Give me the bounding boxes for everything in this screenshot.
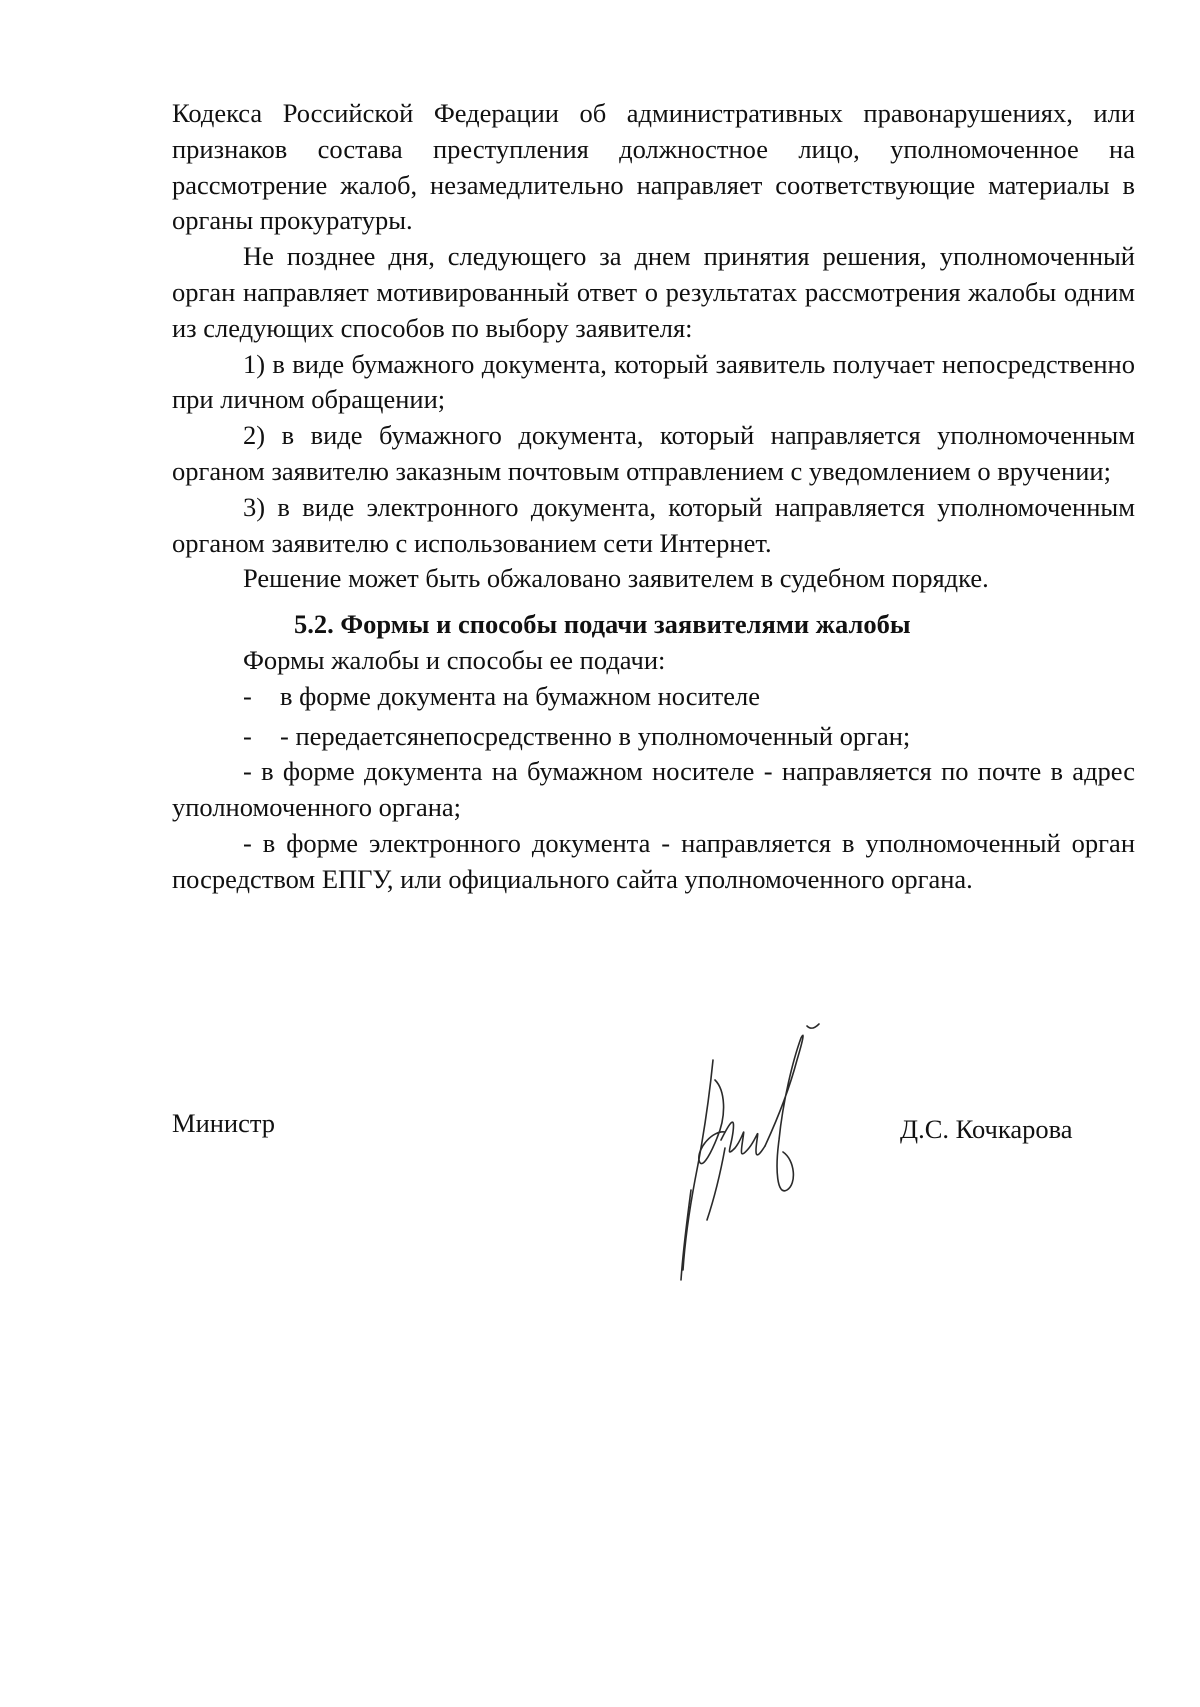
- list-item: [172, 679, 1135, 715]
- spacer: [172, 597, 1135, 601]
- list-item: [172, 719, 1135, 755]
- paragraph-court-appeal: Решение может быть обжаловано заявителем в судебном порядке.: [243, 563, 989, 594]
- list-item-text: в форме документа на бумажном носителе: [280, 680, 760, 711]
- paragraph-option-2: 2) в виде бумажного документа, который направляется уполномоченным органом заявителю заказным почтовым отправлением с уведомлением о вручении;: [172, 420, 1135, 486]
- handwritten-signature: [655, 1020, 835, 1300]
- paragraph-postal-submission: - в форме документа на бумажном носителе - направляется по почте в адрес уполномоченного органа;: [172, 756, 1135, 823]
- signatory-name: Д.С. Кочкарова: [900, 1114, 1073, 1144]
- signatory-title: Министр: [172, 1108, 276, 1138]
- paragraph-option-3: 3) в виде электронного документа, который направляется уполномоченным органом заявителю с использованием сети Интернет.: [172, 491, 1135, 558]
- signature-block: [0, 1105, 1200, 1365]
- section-heading: 5.2. Формы и способы подачи заявителями жалобы: [294, 609, 911, 640]
- paragraph-response-deadline: Не позднее дня, следующего за днем принятия решения, уполномоченный орган направляет мотивированный ответ о результатах рассмотрения жалобы одним из следующих способов по выбору заявителя:: [172, 241, 1135, 343]
- list-item-text: - передаетсянепосредственно в уполномоченный орган;: [280, 720, 911, 751]
- paragraph-prosecution: Кодекса Российской Федерации об административных правонарушениях, или признаков состава преступления должностное лицо, уполномоченное на рассмотрение жалоб, незамедлительно направляет соответствующие материалы в органы прокуратуры.: [172, 98, 1135, 236]
- document-body: [172, 96, 1135, 898]
- section-intro: Формы жалобы и способы ее подачи:: [243, 644, 666, 675]
- list-dash: -: [243, 680, 252, 711]
- paragraph-electronic-submission: - в форме электронного документа - направляется в уполномоченный орган посредством ЕПГУ, или официального сайта уполномоченного органа.: [172, 827, 1135, 894]
- list-dash: -: [243, 720, 252, 751]
- paragraph-option-1: 1) в виде бумажного документа, который заявитель получает непосредственно при личном обращении;: [172, 348, 1135, 415]
